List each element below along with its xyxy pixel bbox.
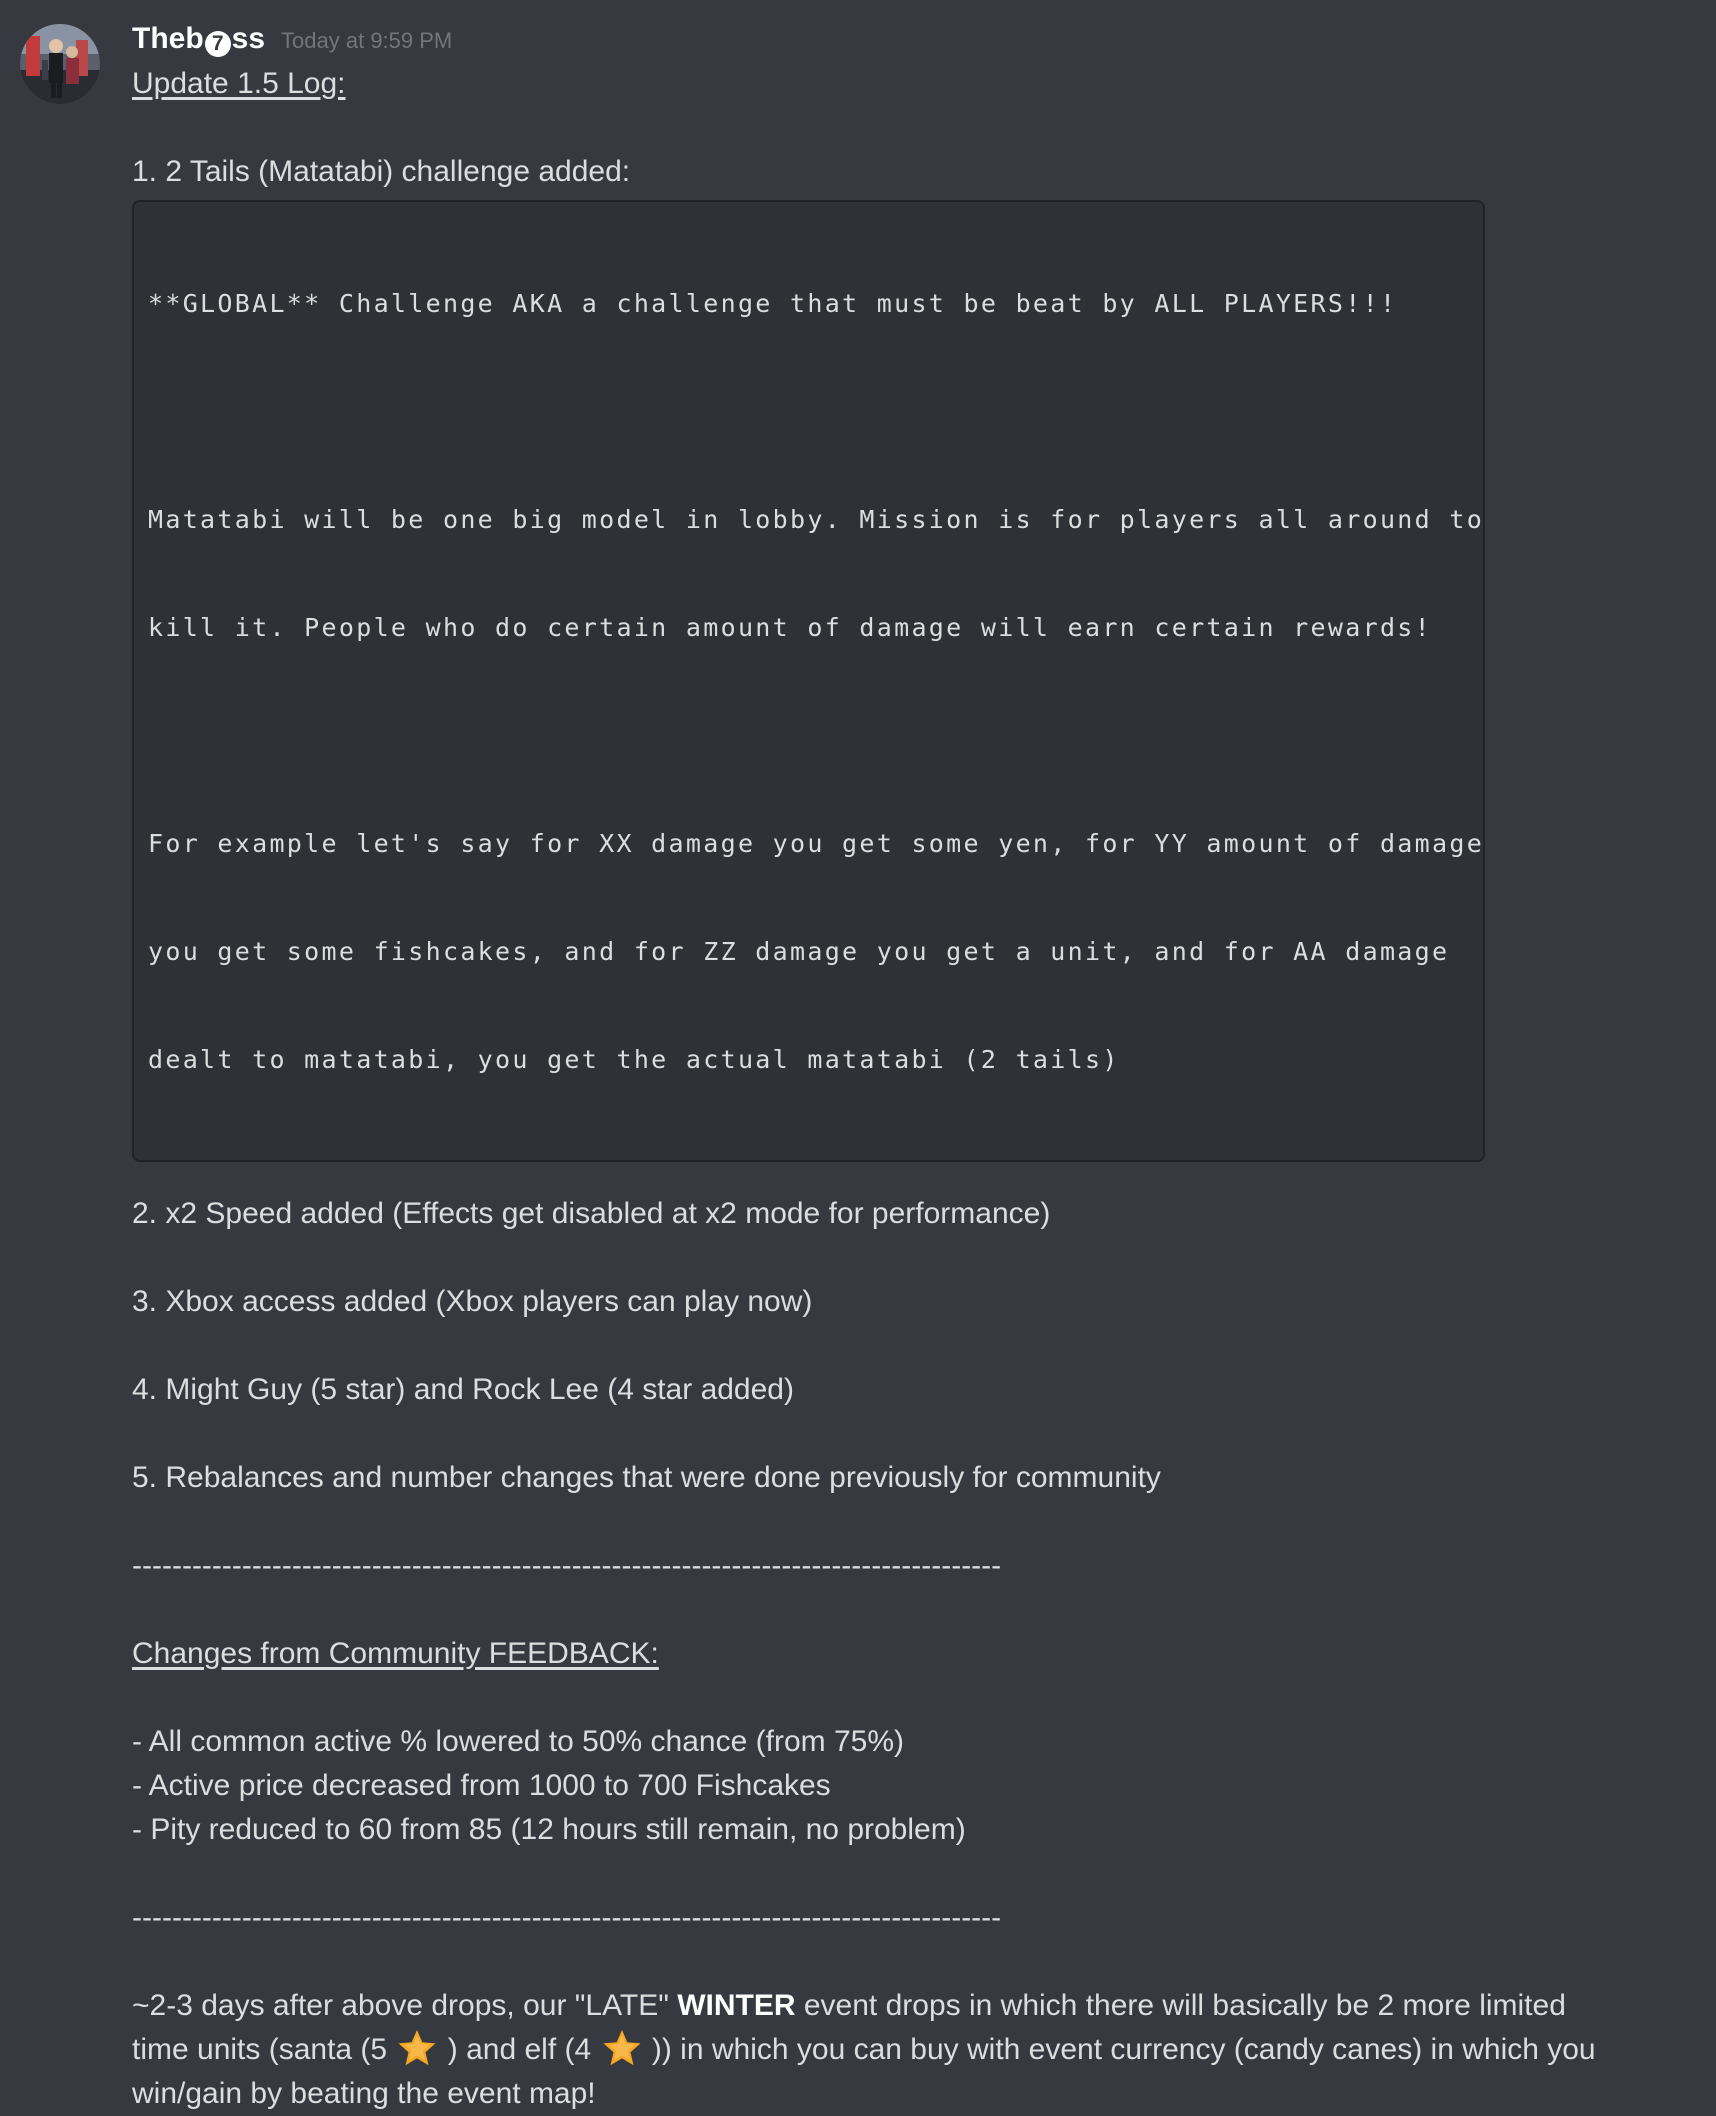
username-badge: 7 <box>205 31 231 57</box>
username-suffix: ss <box>231 22 266 55</box>
list-item: 3. Xbox access added (Xbox players can play now) <box>132 1285 813 1318</box>
timestamp[interactable]: Today at 9:59 PM <box>281 28 453 53</box>
update-title: Update 1.5 Log: <box>132 67 346 100</box>
feedback-item: - All common active % lowered to 50% chance (from 75%) <box>132 1725 904 1758</box>
code-line: **GLOBAL** Challenge AKA a challenge that must be beat by ALL PLAYERS!!! <box>148 289 1398 318</box>
username[interactable] <box>132 22 265 57</box>
winter-line-1 <box>132 1984 1632 2028</box>
winter-bold: WINTER <box>677 1989 796 2022</box>
code-line <box>148 394 1469 430</box>
code-block <box>132 200 1485 1162</box>
code-line <box>148 718 1469 754</box>
code-line: you get some fishcakes, and for ZZ damage you get a unit, and for AA damage <box>148 937 1450 966</box>
winter-text-6: win/gain by beating the event map! <box>132 2077 596 2110</box>
code-line: dealt to matatabi, you get the actual matatabi (2 tails) <box>148 1045 1120 1074</box>
winter-text-5: )) in which you can buy with event currency (candy canes) in which you <box>643 2033 1596 2066</box>
list-item: 1. 2 Tails (Matatabi) challenge added: <box>132 155 631 188</box>
avatar[interactable] <box>20 24 100 104</box>
list-item: 5. Rebalances and number changes that were done previously for community <box>132 1461 1161 1494</box>
star-icon <box>397 2028 437 2068</box>
divider: --------------------------------------------------------------------------------------- <box>132 1549 1002 1582</box>
list-item: 2. x2 Speed added (Effects get disabled at x2 mode for performance) <box>132 1197 1051 1230</box>
feedback-item: - Active price decreased from 1000 to 700 Fishcakes <box>132 1769 831 1802</box>
winter-text-4: ) and elf (4 <box>439 2033 600 2066</box>
code-line: Matatabi will be one big model in lobby. Mission is for players all around to <box>148 505 1485 534</box>
winter-text-2: event drops in which there will basically be 2 more limited <box>795 1989 1566 2022</box>
code-line: For example let's say for XX damage you get some yen, for YY amount of damage <box>148 829 1485 858</box>
star-icon <box>602 2028 642 2068</box>
username-prefix: Theb <box>132 22 204 55</box>
feedback-title: Changes from Community FEEDBACK: <box>132 1637 659 1670</box>
divider: --------------------------------------------------------------------------------------- <box>132 1901 1002 1934</box>
list-item: 4. Might Guy (5 star) and Rock Lee (4 star added) <box>132 1373 794 1406</box>
winter-text-1: ~2-3 days after above drops, our "LATE" <box>132 1989 678 2022</box>
winter-line-2 <box>132 2028 1632 2072</box>
code-line: kill it. People who do certain amount of damage will earn certain rewards! <box>148 613 1432 642</box>
message-content <box>132 62 1632 2116</box>
message-header <box>132 22 452 62</box>
feedback-item: - Pity reduced to 60 from 85 (12 hours still remain, no problem) <box>132 1813 966 1846</box>
winter-text-3: time units (santa (5 <box>132 2033 396 2066</box>
avatar-image <box>20 24 100 104</box>
